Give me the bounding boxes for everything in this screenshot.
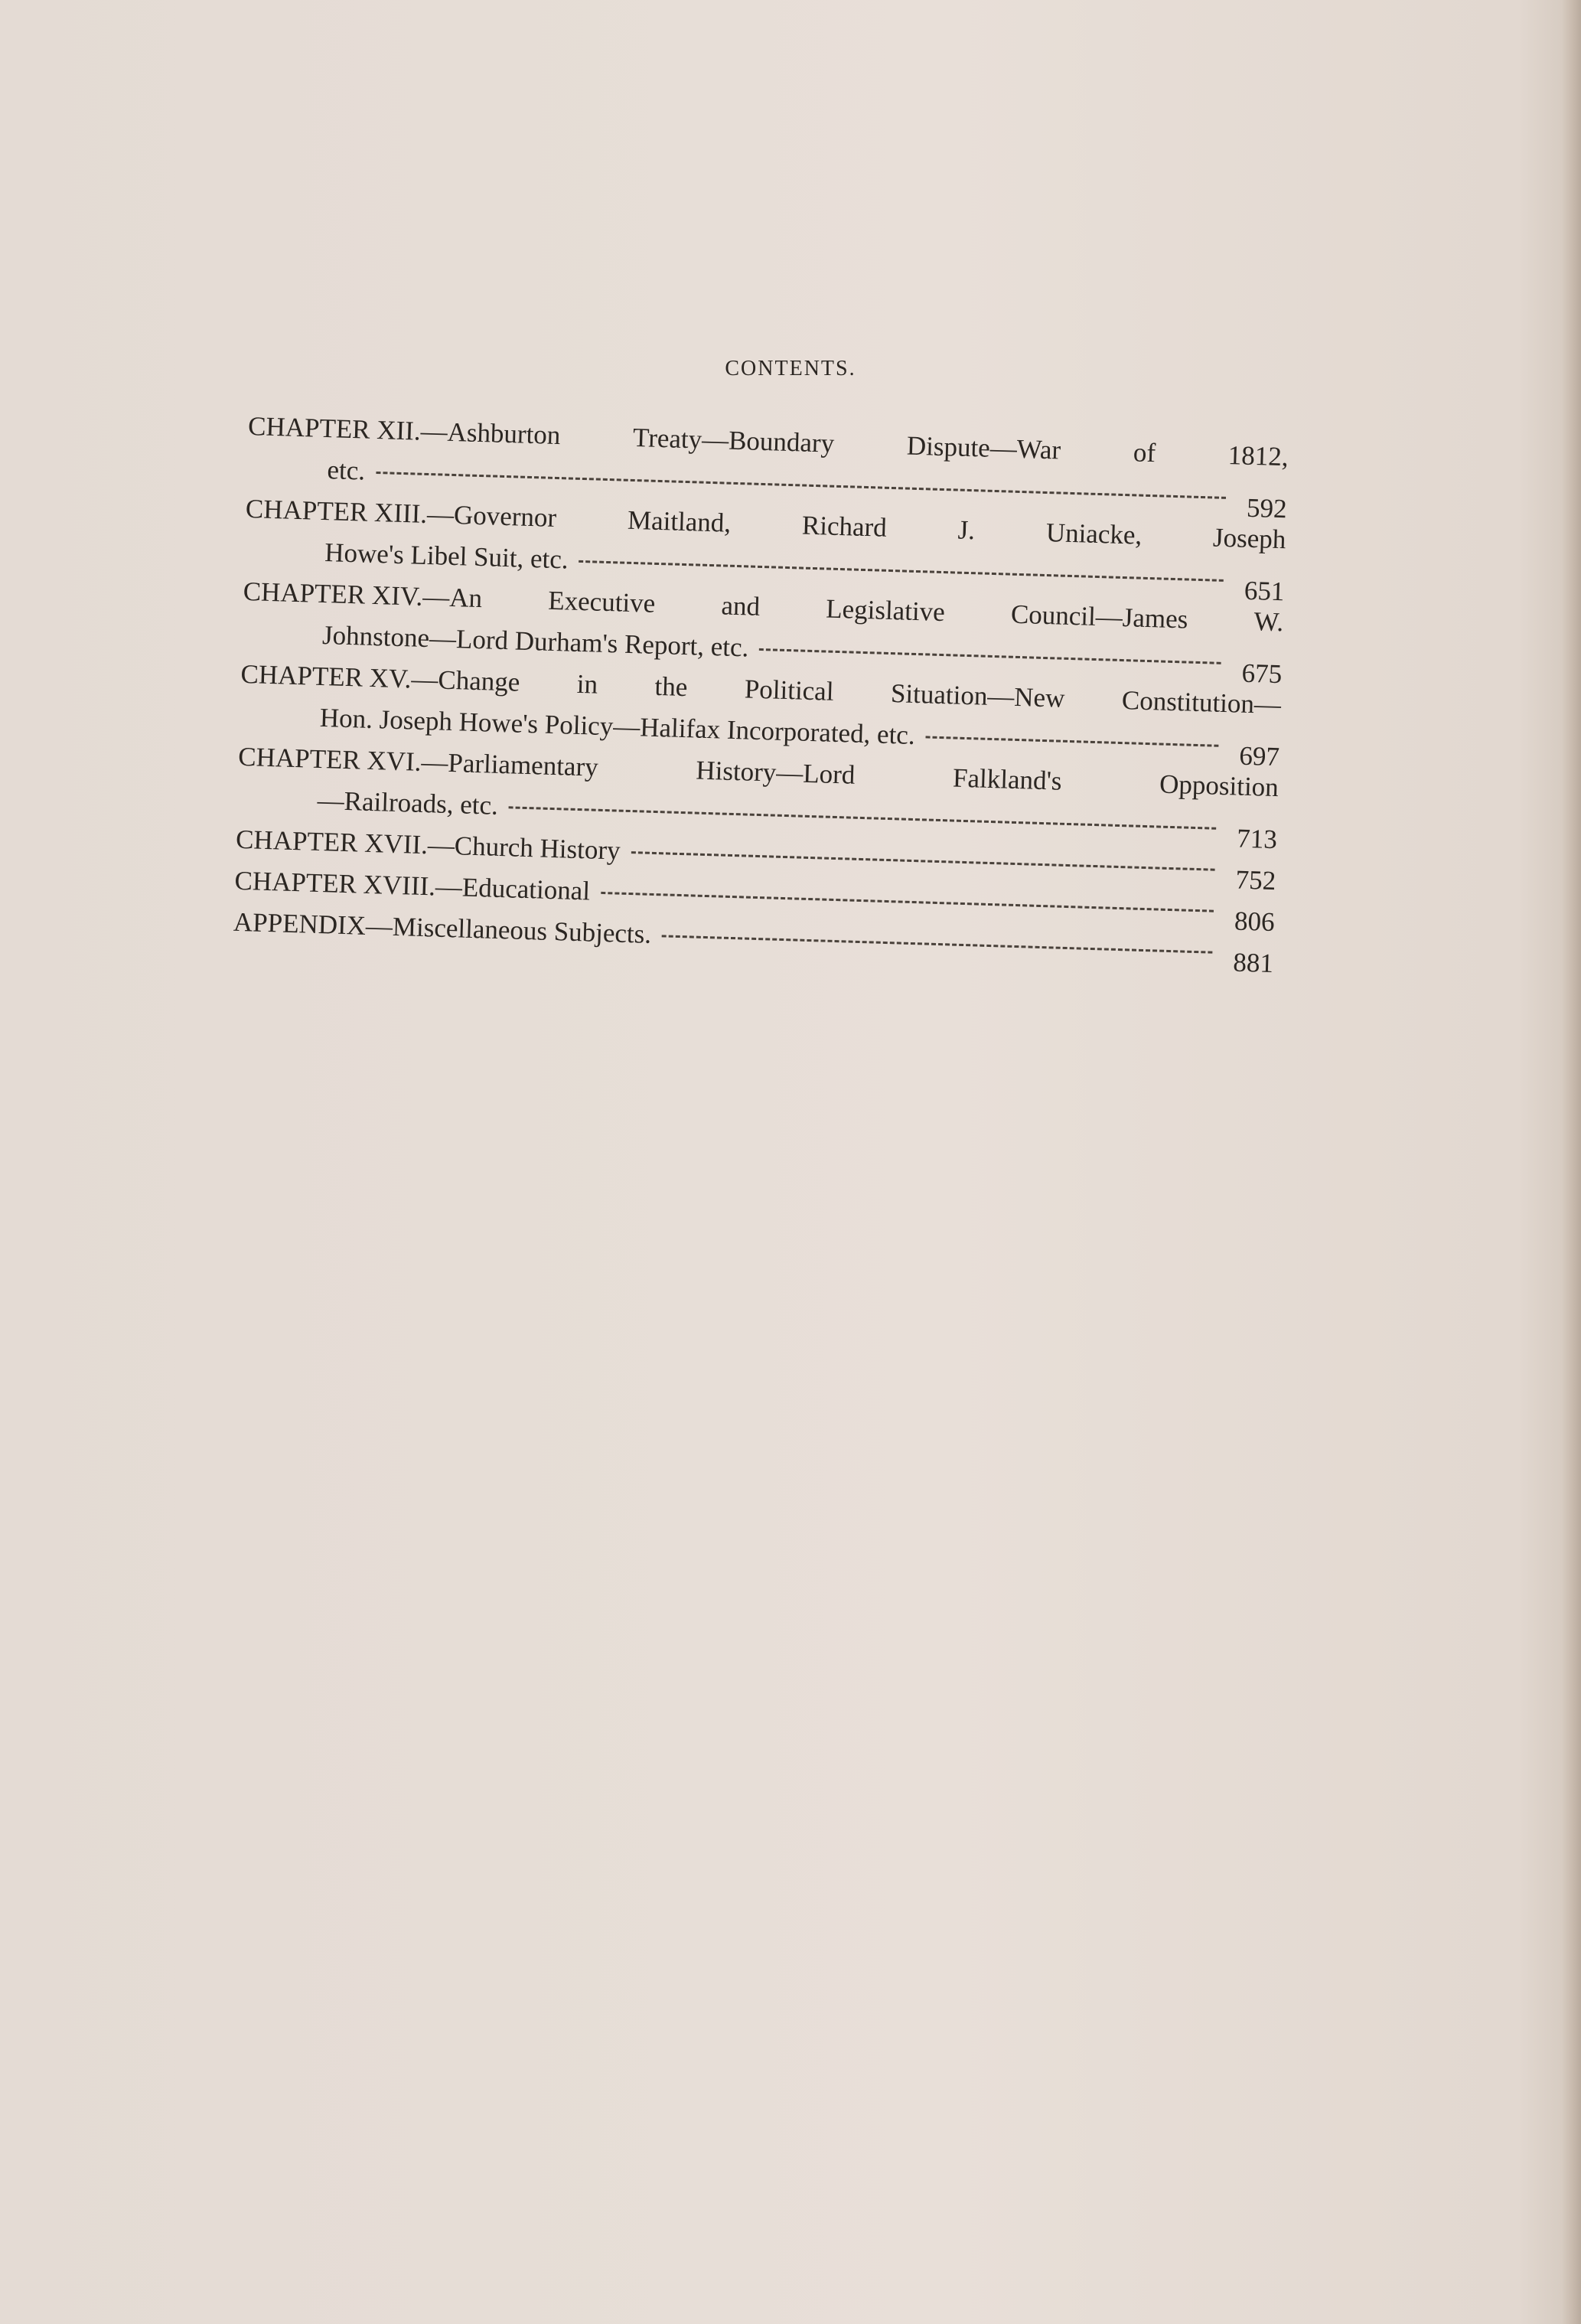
page-number: 713 <box>1236 823 1278 855</box>
toc-title-word: CHAPTER XIV.—An <box>243 576 483 614</box>
toc-entry-continuation-text: Hon. Joseph Howe's Policy—Halifax Incorporated, etc. <box>319 702 916 751</box>
toc-title-word: Treaty—Boundary <box>632 422 835 459</box>
contents-heading: CONTENTS. <box>725 357 856 380</box>
multi-line-entries <box>236 406 1289 855</box>
toc-entry-continuation-text: Howe's Libel Suit, etc. <box>324 537 569 575</box>
book-spine-edge <box>1561 0 1581 2324</box>
toc-title-word: Opposition <box>1159 769 1279 803</box>
toc-title-word: Joseph <box>1212 522 1286 555</box>
toc-title-word: Uniacke, <box>1045 517 1143 550</box>
dot-leader <box>662 935 1212 953</box>
toc-title-word: Maitland, <box>627 504 732 538</box>
dot-leader <box>631 851 1214 871</box>
toc-title-word: Executive <box>547 585 656 619</box>
dot-leader <box>376 472 1226 499</box>
page-number: 806 <box>1234 906 1276 938</box>
table-of-contents <box>233 406 1289 979</box>
toc-title-word: the <box>654 671 688 703</box>
toc-title-word: 1812, <box>1227 440 1289 472</box>
toc-title-word: Situation—New <box>890 678 1066 713</box>
toc-title-word: Richard <box>801 510 888 543</box>
toc-entry-continuation-text: etc. <box>326 455 366 486</box>
toc-title-word: CHAPTER XV.—Change <box>240 658 520 697</box>
toc-title-word: Council—James <box>1010 599 1188 635</box>
toc-title-word: of <box>1133 437 1156 468</box>
toc-entry-title: CHAPTER XVIII.—Educational <box>234 865 591 906</box>
page-number: 592 <box>1246 492 1288 524</box>
toc-title-word: History—Lord <box>695 755 856 790</box>
toc-title-word: in <box>576 668 598 700</box>
toc-title-word: J. <box>957 514 976 546</box>
toc-title-word: CHAPTER XIII.—Governor <box>245 493 557 533</box>
toc-title-word: CHAPTER XVI.—Parliamentary <box>237 741 599 782</box>
dot-leader <box>579 560 1223 582</box>
page-number: 675 <box>1241 658 1283 690</box>
toc-entry-title: APPENDIX—Miscellaneous Subjects. <box>233 906 652 949</box>
toc-entry-title: CHAPTER XVII.—Church History <box>235 824 621 866</box>
toc-entry-continuation-text: Johnstone—Lord Durham's Report, etc. <box>321 619 749 663</box>
dot-leader <box>759 648 1221 664</box>
toc-title-word: Dispute—War <box>906 430 1061 465</box>
toc-title-word: Political <box>744 674 835 707</box>
page-number: 651 <box>1244 575 1285 607</box>
page-number: 697 <box>1238 740 1280 772</box>
dot-leader <box>509 806 1216 829</box>
toc-title-word: CHAPTER XII.—Ashburton <box>247 410 561 451</box>
toc-title-word: Legislative <box>825 593 946 628</box>
toc-title-word: and <box>720 590 761 622</box>
toc-title-word: Falkland's <box>952 762 1063 796</box>
toc-entry-continuation-text: —Railroads, etc. <box>317 785 499 821</box>
dot-leader <box>926 736 1219 746</box>
dot-leader <box>601 892 1214 912</box>
toc-title-word: W. <box>1253 606 1284 638</box>
page-number: 881 <box>1232 947 1274 979</box>
toc-title-word: Constitution— <box>1121 685 1282 720</box>
page-number: 752 <box>1235 864 1276 896</box>
